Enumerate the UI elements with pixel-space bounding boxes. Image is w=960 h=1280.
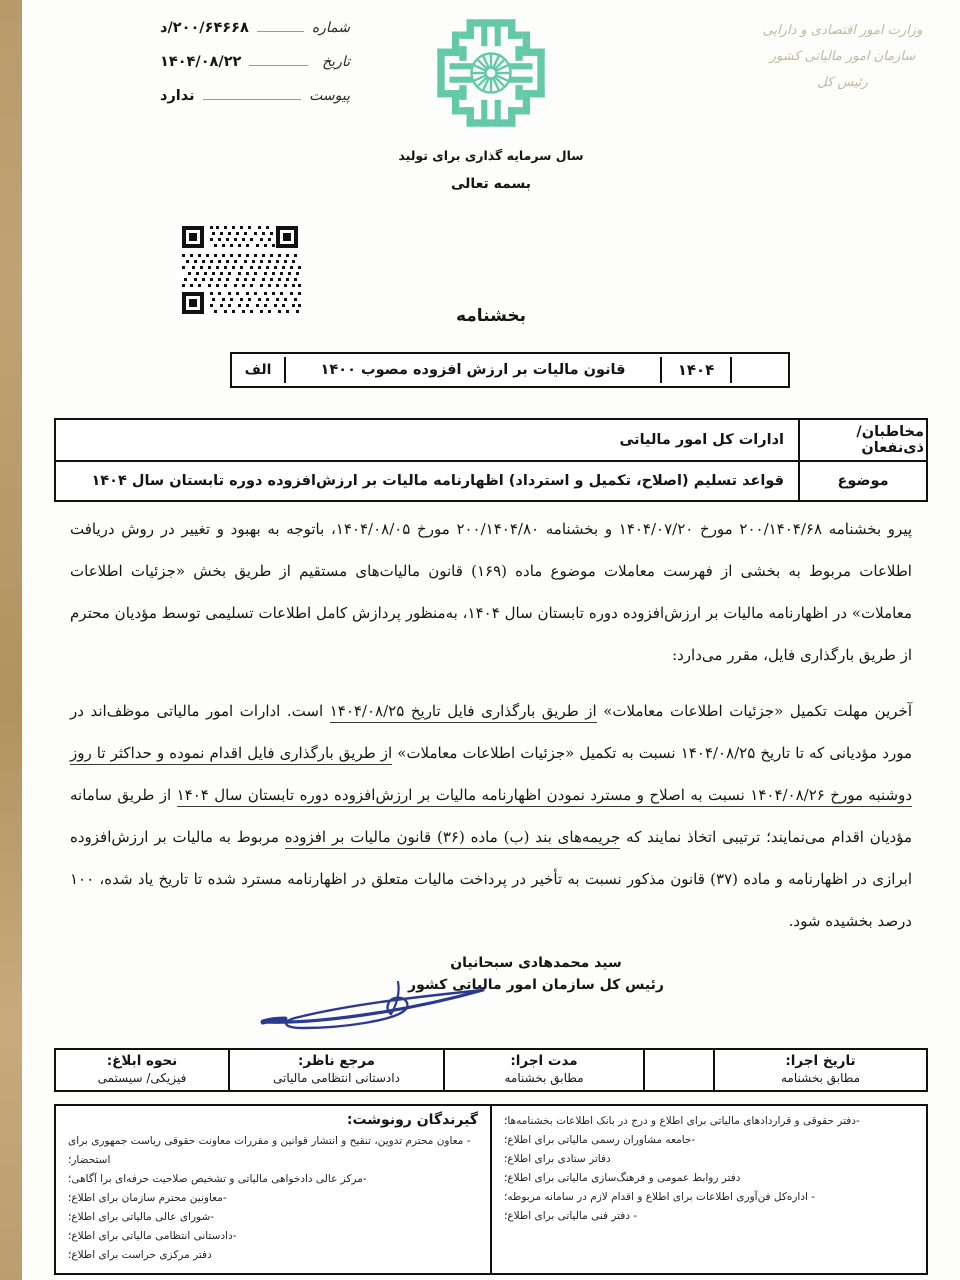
notification-method-value: فیزیکی/ سیستمی bbox=[97, 1071, 187, 1085]
execution-period-label: مدت اجرا: bbox=[510, 1053, 578, 1069]
recipient-item: - دفتر فنی مالیاتی برای اطلاع؛ bbox=[504, 1210, 638, 1222]
signatory-name: سید محمدهادی سبحانیان bbox=[450, 955, 622, 971]
p2-segment-4: مربوط به مالیات بر ارزش‌افزوده ابرازی در اظهارنامه و ماده (۳۷) قانون مذکور نسبت به تأخیر در پرداخت مالیات متعلق در اظهارنامه مسترد شده تا تاریخ یاد شده، ۱۰۰ درصد بخشیده شود. bbox=[70, 828, 913, 930]
document-number-value: ۲۰۰/۶۴۶۶۸/د bbox=[160, 20, 249, 36]
lawbar-law-title-cell: قانون مالیات بر ارزش افزوده مصوب ۱۴۰۰ bbox=[284, 357, 660, 383]
lawbar-year-cell: ۱۴۰۴ bbox=[660, 357, 730, 383]
recipient-item: -شورای عالی مالیاتی برای اطلاع؛ bbox=[68, 1211, 215, 1223]
document-number-row bbox=[160, 20, 350, 54]
recipients-title: گیرندگان رونوشت: bbox=[346, 1112, 478, 1128]
body-paragraph-2 bbox=[70, 690, 912, 942]
document-date-label: تاریخ bbox=[322, 54, 350, 70]
meta-rule-line bbox=[257, 31, 304, 32]
meta-rule-line bbox=[203, 99, 302, 100]
recipient-item: دفاتر ستادی برای اطلاع؛ bbox=[504, 1153, 611, 1165]
subject-row bbox=[56, 462, 926, 500]
recipient-item: دفتر مرکزی حراست برای اطلاع؛ bbox=[68, 1249, 212, 1261]
recipient-item: -معاونین محترم سازمان برای اطلاع؛ bbox=[68, 1192, 227, 1204]
p2-underlined-penalty: جریمه‌های بند (ب) ماده (۳۶) قانون مالیات بر افزوده bbox=[285, 828, 621, 849]
recipient-item: -مرکز عالی دادخواهی مالیاتی و تشخیص صلاحیت حرفه‌ای برا آگاهی؛ bbox=[68, 1173, 367, 1185]
supervisor-cell bbox=[228, 1050, 443, 1090]
subject-label: موضوع bbox=[798, 462, 926, 500]
recipients-right-column bbox=[56, 1106, 490, 1273]
attachment-row bbox=[160, 88, 350, 122]
desk-background-strip bbox=[0, 0, 22, 1280]
recipient-item: - اداره‌کل فن‌آوری اطلاعات برای اطلاع و اقدام لازم در سامانه مربوطه؛ bbox=[504, 1191, 816, 1203]
p2-segment-3: از طریق سامانه مؤدیان اقدام می‌نمایند؛ ترتیبی اتخاذ نمایند که bbox=[70, 786, 912, 846]
addressee-row bbox=[56, 420, 926, 462]
signature-block bbox=[22, 952, 960, 996]
recipient-item: -دفتر حقوقی و قراردادهای مالیاتی برای اطلاع و درج در بانک اطلاعات بخشنامه‌ها؛ bbox=[504, 1115, 860, 1127]
lawbar-blank-cell bbox=[730, 357, 788, 383]
document-meta-block bbox=[160, 20, 350, 122]
law-reference-bar bbox=[230, 352, 790, 388]
year-slogan: سال سرمایه گذاری برای تولید bbox=[398, 148, 584, 163]
basmala-text: بسمه تعالی bbox=[450, 176, 532, 192]
notification-method-cell bbox=[56, 1050, 228, 1090]
execution-meta-table bbox=[54, 1048, 928, 1092]
p2-underlined-deadline: از طریق بارگذاری فایل تاریخ ۱۴۰۴/۰۸/۲۵ bbox=[330, 702, 597, 723]
addressee-label: مخاطبان/ذی‌نفعان bbox=[798, 420, 926, 460]
attachment-label: پیوست bbox=[309, 88, 350, 104]
ministry-line-2: سازمان امور مالیاتی کشور bbox=[769, 49, 916, 64]
execution-meta-row bbox=[56, 1050, 926, 1090]
execution-period-cell bbox=[443, 1050, 643, 1090]
p2-segment-2: است. ادارات امور مالیاتی موظف‌اند در مورد مؤدیانی که تا تاریخ ۱۴۰۴/۰۸/۲۵ نسبت به تکمیل «جزئیات اطلاعات معاملات» bbox=[70, 702, 912, 762]
document-date-value: ۱۴۰۴/۰۸/۲۲ bbox=[160, 54, 242, 70]
ministry-line-3: رئیس کل bbox=[817, 75, 868, 90]
document-number-label: شماره bbox=[311, 20, 350, 36]
qr-code-icon bbox=[178, 222, 302, 318]
addressee-subject-table bbox=[54, 418, 928, 502]
p2-underlined-correction: از طریق بارگذاری فایل اقدام نموده و حداکثر تا روز دوشنبه مورخ ۱۴۰۴/۰۸/۲۶ نسبت به اصلاح و مسترد نمودن اظهارنامه مالیات بر ارزش‌افزوده دوره تابستان سال ۱۴۰۴ bbox=[70, 744, 912, 807]
document-body bbox=[54, 500, 928, 944]
document-type-title: بخشنامه bbox=[455, 306, 527, 326]
document-header bbox=[22, 0, 960, 205]
recipient-item: -جامعه مشاوران رسمی مالیاتی برای اطلاع؛ bbox=[504, 1134, 696, 1146]
notification-method-label: نحوه ابلاغ: bbox=[106, 1053, 178, 1069]
document-page bbox=[22, 0, 960, 1280]
spacer-cell bbox=[643, 1050, 713, 1090]
recipients-table bbox=[54, 1104, 928, 1275]
addressee-value: ادارات کل امور مالیاتی bbox=[619, 432, 784, 448]
p2-segment-1: آخرین مهلت تکمیل «جزئیات اطلاعات معاملات» bbox=[596, 702, 912, 720]
attachment-value: ندارد bbox=[160, 88, 195, 104]
ministry-line-1: وزارت امور اقتصادی و دارایی bbox=[762, 23, 923, 38]
body-paragraph-1: پیرو بخشنامه ۲۰۰/۱۴۰۴/۶۸ مورخ ۱۴۰۴/۰۷/۲۰ و بخشنامه ۲۰۰/۱۴۰۴/۸۰ مورخ ۱۴۰۴/۰۸/۰۵، باتوجه به بهبود و تغییر در روش دریافت اطلاعات مربوط به بخشی از فهرست معاملات موضوع ماده (۱۶۹) قانون مالیات‌های مستقیم از طریق بخش «جزئیات اطلاعات معاملات» در اظهارنامه مالیات بر ارزش‌افزوده دوره تابستان سال ۱۴۰۴، به‌منظور پردازش کامل اطلاعات تسلیمی توسط مؤدیان محترم از طریق بارگذاری فایل، مقرر می‌دارد: bbox=[70, 520, 913, 664]
supervisor-value: دادستانی انتظامی مالیاتی bbox=[273, 1071, 400, 1085]
inta-emblem-icon bbox=[426, 12, 556, 138]
execution-period-value: مطابق بخشنامه bbox=[504, 1071, 584, 1085]
recipient-item: -دادستانی انتظامی مالیاتی برای اطلاع؛ bbox=[68, 1230, 237, 1242]
execution-date-cell bbox=[713, 1050, 926, 1090]
document-date-row bbox=[160, 54, 350, 88]
subject-value: قواعد تسلیم (اصلاح، تکمیل و استرداد) اظهارنامه مالیات بر ارزش‌افزوده دوره تابستان سال ۱۴۰۴ bbox=[91, 473, 784, 489]
execution-date-label: تاریخ اجرا: bbox=[785, 1053, 856, 1069]
ministry-letterhead-mark bbox=[735, 18, 950, 96]
signatory-title: رئیس کل سازمان امور مالیاتی کشور bbox=[408, 977, 664, 993]
recipients-left-column bbox=[490, 1106, 926, 1273]
meta-rule-line bbox=[249, 65, 308, 66]
execution-date-value: مطابق بخشنامه bbox=[780, 1071, 861, 1085]
lawbar-letter-cell: الف bbox=[244, 362, 272, 378]
recipient-item: - معاون محترم تدوین، تنقیح و انتشار قوانین و مقررات معاونت حقوقی ریاست جمهوری برای استحضار؛ bbox=[68, 1135, 471, 1166]
supervisor-label: مرجع ناظر: bbox=[297, 1053, 376, 1069]
recipient-item: دفتر روابط عمومی و فرهنگ‌سازی مالیاتی برای اطلاع؛ bbox=[504, 1172, 741, 1184]
